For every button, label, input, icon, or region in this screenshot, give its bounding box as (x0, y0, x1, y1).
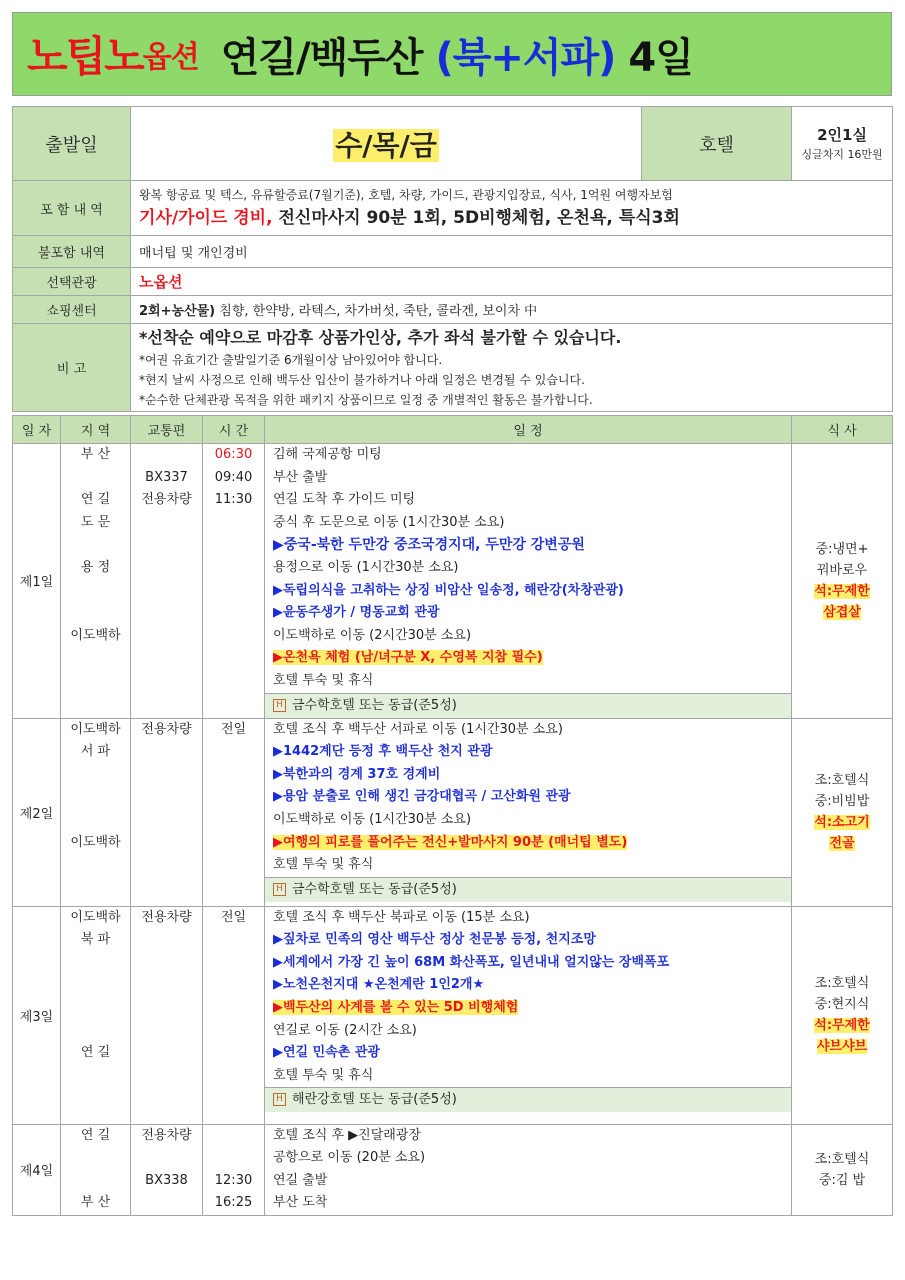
schedule-line: ▶윤동주생가 / 명동교회 관광 (273, 605, 440, 621)
include-extras: 전신마사지 90분 1회, 5D비행체험, 온천욕, 특식3회 (272, 208, 680, 228)
departure-label: 출발일 (13, 107, 131, 181)
time: 09:40 (214, 469, 253, 485)
meal-cell (792, 1124, 893, 1215)
include-label: 포 함 내 역 (13, 181, 131, 236)
transport: 전용차량 (141, 909, 192, 925)
region-cell (61, 1124, 131, 1215)
schedule-line: ▶세계에서 가장 긴 높이 68M 화산폭포, 일년내내 얼지않는 장백폭포 (273, 954, 670, 970)
region (61, 997, 130, 1020)
meal: 중:냉면+ (815, 541, 869, 557)
hotel-icon: H (273, 883, 286, 896)
title-destination: 연길/백두산 (220, 34, 423, 81)
note-line: *순수한 단체관광 목적을 위한 패키지 상품이므로 일정 중 개별적인 활동은 불가합니다. (139, 392, 593, 407)
region-cell (61, 718, 131, 906)
schedule-line-highlight (265, 647, 791, 670)
meal-special (796, 812, 888, 833)
col-schedule: 일 정 (265, 416, 792, 444)
itinerary-table (12, 415, 893, 1216)
schedule-line: ▶노천온천지대 ★온천계란 1인2개★ (273, 977, 485, 993)
time: 11:30 (214, 492, 253, 508)
region-cell (61, 444, 131, 719)
region: 이도백하 (70, 834, 121, 850)
hotel-row (265, 693, 791, 718)
meal-cell (792, 906, 893, 1124)
schedule-line: 이도백하로 이동 (2시간30분 소요) (273, 627, 472, 643)
meal-special (796, 1036, 888, 1057)
meal: 중:현지식 (814, 997, 870, 1013)
schedule-line: 호텔 투숙 및 휴식 (273, 672, 374, 688)
day-row (13, 444, 893, 719)
col-day: 일 자 (13, 416, 61, 444)
departure-days: 수/목/금 (335, 128, 437, 162)
schedule-line: ▶짚차로 민족의 영산 백두산 정상 천문봉 등정, 천지조망 (273, 932, 596, 948)
massage-highlight: ▶여행의 피로를 풀어주는 전신+발마사지 90분 (매너팁 별도) (273, 834, 628, 850)
region: 도 문 (80, 514, 111, 530)
meal: 중:김 밥 (818, 1172, 866, 1188)
shopping-count: 2회+농산물) (139, 304, 216, 319)
schedule-line: 연길 도착 후 가이드 미팅 (273, 492, 416, 508)
exclude-label: 불포함 내역 (13, 236, 131, 268)
schedule-line: 이도백하로 이동 (1시간30분 소요) (273, 811, 472, 827)
region (61, 467, 130, 490)
schedule-line: ▶중국-북한 두만강 중조국경지대, 두만강 강변공원 (273, 537, 585, 554)
transport: 전용차량 (141, 721, 192, 737)
col-transport: 교통편 (131, 416, 203, 444)
time: 12:30 (214, 1172, 253, 1188)
meal: 조:호텔식 (814, 976, 870, 992)
meal-special (796, 1015, 888, 1036)
hotel-row (265, 1087, 791, 1112)
region (61, 534, 130, 557)
transport-cell (131, 906, 203, 1124)
region (61, 952, 130, 975)
schedule-line: 부산 도착 (273, 1195, 328, 1211)
region: 이도백하 (70, 721, 121, 737)
spa-highlight: ▶온천욕 체험 (남/녀구분 X, 수영복 지참 필수) (273, 650, 543, 666)
region: 북 파 (80, 932, 111, 948)
hotel-name: 해란강호텔 또는 동급(준5성) (292, 1092, 457, 1108)
hotel-icon: H (273, 699, 286, 712)
time: 16:25 (214, 1195, 253, 1211)
time: 전일 (220, 909, 247, 925)
hotel-row (265, 877, 791, 902)
meal: 중:비빔밥 (814, 794, 870, 810)
col-time: 시 간 (203, 416, 265, 444)
schedule-line: 중식 후 도문으로 이동 (1시간30분 소요) (273, 514, 505, 530)
note-line: *현지 날씨 사정으로 인해 백두산 입산이 불가하거나 아래 일정은 변경될 수 있습니다. (139, 372, 585, 387)
single-charge: 싱글차지 16만원 (801, 147, 883, 161)
meal: 꿔바로우 (816, 562, 868, 578)
region: 연 길 (80, 1127, 111, 1143)
title-duration: 4일 (628, 34, 693, 81)
schedule-line: 김해 국제공항 미팅 (273, 447, 382, 462)
transport (131, 1147, 202, 1170)
schedule-cell (265, 1124, 792, 1215)
flight-number: BX337 (145, 469, 188, 485)
meal-special-text: 석:소고기 (814, 815, 870, 831)
day-row (13, 906, 893, 1124)
time: 06:30 (214, 447, 253, 462)
schedule-line (265, 1125, 791, 1148)
region (61, 602, 130, 625)
meal-special (796, 581, 888, 602)
include-line-2 (139, 205, 888, 231)
transport (131, 444, 202, 467)
meal-special (796, 602, 888, 623)
meal-special-text: 삼겹살 (823, 604, 861, 620)
note-line: *여권 유효기간 출발일기준 6개월이상 남아있어야 합니다. (139, 352, 443, 367)
time (203, 1125, 264, 1148)
option-label: 선택관광 (13, 268, 131, 296)
meal: 조:호텔식 (814, 1151, 870, 1167)
schedule-line-highlight (265, 997, 791, 1020)
transport: 전용차량 (141, 492, 192, 508)
title-banner (12, 12, 892, 96)
region: 연 길 (80, 1045, 111, 1061)
shopping-list: 침향, 한약방, 라텍스, 차가버섯, 죽탄, 콜라겐, 보이차 中 (215, 304, 538, 319)
time-cell (203, 1124, 265, 1215)
region (61, 974, 130, 997)
region (61, 1147, 130, 1170)
col-meal: 식 사 (792, 416, 893, 444)
itinerary-header (13, 416, 893, 444)
departure-cell (131, 107, 642, 181)
hotel-label: 호텔 (642, 107, 792, 181)
option-value: 노옵션 (131, 268, 893, 296)
transport-cell (131, 718, 203, 906)
meal-special-text: 석:무제한 (814, 583, 870, 599)
meal-special (796, 833, 888, 854)
schedule-cell (265, 444, 792, 719)
tour-info-table (12, 106, 893, 412)
schedule-line: 호텔 투숙 및 휴식 (273, 1067, 374, 1083)
region-cell (61, 906, 131, 1124)
room-type: 2인1실 (817, 125, 867, 144)
region (61, 786, 130, 809)
meal-special-text: 샤브샤브 (816, 1039, 868, 1055)
day-row (13, 1124, 893, 1215)
schedule-line: 부산 출발 (273, 469, 328, 485)
region: 부 산 (80, 447, 111, 462)
transport (131, 1192, 202, 1215)
hotel-icon: H (273, 1093, 286, 1106)
schedule-line: 호텔 조식 후 백두산 북파로 이동 (15분 소요) (273, 909, 530, 925)
schedule-line: 호텔 투숙 및 휴식 (273, 857, 374, 873)
col-region: 지 역 (61, 416, 131, 444)
meal-special-text: 석:무제한 (814, 1018, 870, 1034)
shopping-label: 쇼핑센터 (13, 296, 131, 324)
schedule-line: 연길 출발 (273, 1172, 328, 1188)
day-label: 제2일 (13, 718, 61, 906)
include-cell (131, 181, 893, 236)
schedule-line: ▶북한과의 경계 37호 경계비 (273, 766, 441, 782)
transport-cell (131, 1124, 203, 1215)
region: 연 길 (80, 492, 111, 508)
region (61, 580, 130, 603)
transport-cell (131, 444, 203, 719)
region (61, 764, 130, 787)
schedule-line: 연길로 이동 (2시간 소요) (273, 1022, 417, 1038)
brand-no-tip: 노팁 (27, 32, 105, 81)
hotel-name: 금수학호텔 또는 동급(준5성) (292, 697, 457, 713)
schedule-line: ▶독립의식을 고취하는 상징 비암산 일송정, 해란강(차창관광) (273, 582, 624, 598)
schedule-cell (265, 906, 792, 1124)
schedule-line: ▶용암 분출로 인해 생긴 금강대협곡 / 고산화원 관광 (273, 789, 571, 805)
include-line-1: 왕복 항공료 및 텍스, 유류할증료(7월기준), 호텔, 차량, 가이드, 관광지입장료, 식사, 1억원 여행자보험 (139, 188, 673, 202)
region: 이도백하 (70, 909, 121, 925)
brand-no: 노 (104, 32, 143, 81)
time-cell (203, 444, 265, 719)
region: 용 정 (80, 559, 111, 575)
region (61, 1020, 130, 1043)
hotel-cell (792, 107, 893, 181)
day-label: 제3일 (13, 906, 61, 1124)
schedule-line: 호텔 조식 후 백두산 서파로 이동 (1시간30분 소요) (273, 721, 563, 737)
flight-number: BX338 (145, 1172, 188, 1188)
time-cell (203, 718, 265, 906)
hotel-name: 금수학호텔 또는 동급(준5성) (292, 881, 457, 897)
region (61, 1170, 130, 1193)
meal-cell (792, 444, 893, 719)
meal-special-text: 전골 (829, 836, 855, 852)
time-cell (203, 906, 265, 1124)
brand-option: 옵션 (142, 40, 199, 75)
transport: 전용차량 (141, 1127, 192, 1143)
region: 이도백하 (70, 627, 121, 643)
schedule-line: ▶1442계단 등정 후 백두산 천지 관광 (273, 744, 493, 760)
day-row (13, 718, 893, 906)
title-route: (북+서파) (435, 34, 616, 81)
region (61, 809, 130, 832)
region: 서 파 (80, 744, 111, 760)
note-label: 비 고 (13, 324, 131, 412)
schedule-text: 호텔 조식 후 ▶진달래광장 (273, 1127, 421, 1143)
note-line: *선착순 예약으로 마감후 상품가인상, 추가 좌석 불가할 수 있습니다. (139, 327, 622, 347)
flight-sim-highlight: ▶백두산의 사계를 볼 수 있는 5D 비행체험 (273, 999, 519, 1015)
include-guide-fee: 기사/가이드 경비, (139, 208, 273, 228)
day-label: 제4일 (13, 1124, 61, 1215)
region: 부 산 (80, 1195, 111, 1211)
page-title (221, 26, 693, 83)
exclude-value: 매너팁 및 개인경비 (131, 236, 893, 268)
meal: 조:호텔식 (814, 773, 870, 789)
day-label: 제1일 (13, 444, 61, 719)
meal-cell (792, 718, 893, 906)
schedule-line: 용정으로 이동 (1시간30분 소요) (273, 559, 459, 575)
schedule-cell (265, 718, 792, 906)
schedule-line: ▶연길 민속촌 관광 (273, 1045, 380, 1061)
shopping-cell (131, 296, 893, 324)
schedule-line: 공항으로 이동 (20분 소요) (273, 1150, 426, 1166)
schedule-line-highlight (265, 832, 791, 855)
time: 전일 (220, 721, 247, 737)
time (203, 1147, 264, 1170)
note-cell (131, 324, 893, 412)
